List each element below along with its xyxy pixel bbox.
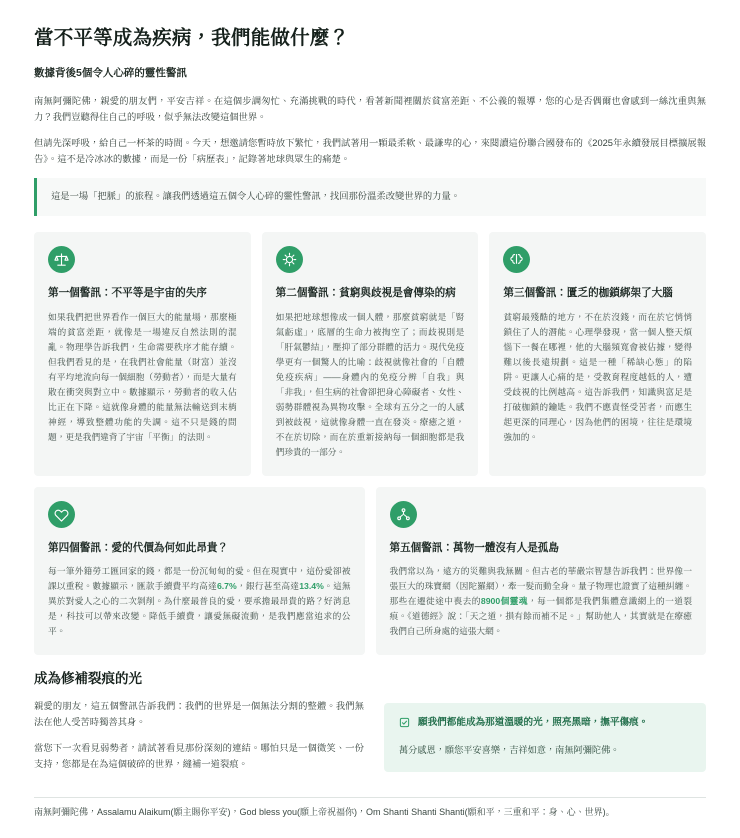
warning-card-1-title: 第一個警訊：不平等是宇宙的失序 — [48, 287, 207, 300]
warning-card-4-title: 第四個警訊：愛的代價為何如此昂貴？ — [48, 541, 229, 554]
footer-divider — [34, 797, 706, 798]
intro-paragraph-1: 南無阿彌陀佛，親愛的朋友們，平安吉祥。在這個步調匆忙、充滿挑戰的時代，看著新聞裡關於貧富差距、不公義的報導，您的心是否偶爾也會感到一絲沈重與無力？我們豈聽得住自己的呼吸，似乎無法改變這個世界。 — [34, 96, 706, 123]
footer-blessing: 南無阿彌陀佛，Assalamu Alaikum(願主賜你平安)，God bless you(願上帝祝福你)，Om Shanti Shanti Shanti(願和平，三重和平：身、心、世界)。 — [34, 806, 615, 817]
blessing-body: 萬分感恩，願您平安喜樂，吉祥如意，南無阿彌陀佛。 — [399, 745, 620, 756]
warning-card-3 — [489, 232, 706, 476]
intro-paragraph-2: 但請先深呼吸，給自己一杯茶的時間。今天，想邀請您暫時放下繁忙，我們試著用一顆最柔軟、最謙卑的心，來閱讀這份聯合國發布的《2025年永續發展目標擴展報告》。這不是冷冰冰的數據，而是一份「病歷表」，記錄著地球與眾生的痛楚。 — [34, 138, 706, 165]
highlight-value: 8900個靈魂 — [480, 596, 529, 607]
highlight-value: 13.4% — [299, 581, 324, 592]
warning-cards-row-top — [34, 232, 706, 476]
heart-icon — [48, 501, 75, 528]
check-square-icon — [399, 717, 410, 734]
warning-card-5 — [376, 487, 707, 656]
warning-card-5-text: 我們常以為，遠方的災難與我無關。但古老的華嚴宗智慧告訴我們：世界像一張巨大的珠寶網（因陀羅網），牽一髮而動全身。量子物理也證實了這種糾纏。那些在遷徙途中喪去的8900個靈魂，每一個都是我們集體意識網上的一道裂痕。《道德經》說：「天之道，損有餘而補不足。」幫助他人，其實就是在療癒我們自己所身處的這張大網。 — [389, 566, 693, 637]
virus-icon — [276, 246, 303, 273]
warning-card-2 — [262, 232, 479, 476]
closing-paragraph-2: 當您下一次看見弱勢者，請試著看見那份深刻的連結。哪怕只是一個微笑、一份支持，您都是在為這個破碎的世界，縫補一道裂痕。 — [34, 743, 364, 770]
closing-section — [34, 699, 706, 783]
warning-card-3-text: 貧窮最殘酷的地方，不在於沒錢，而在於它悄悄鎖住了人的潛能。心理學發現，當一個人整天煩惱下一餐在哪裡，他的大腦頻寬會被佔據，變得難以後長遠規劃。這是一種「稀缺心態」的陷阱。更讓人心痛的是，受教育程度越低的人，遭受歧視的比例越高。這告訴我們，知識與富足是打破枷鎖的鑰匙。我們不應責怪受苦者，而應生起更深的同理心，因為他們的困境，往往是環境強加的。 — [503, 311, 693, 442]
closing-text-column — [34, 699, 364, 783]
blessing-headline-row — [399, 716, 691, 734]
highlight-value: 6.7% — [216, 581, 237, 592]
journey-callout: 這是一場「把脈」的旅程。讓我們透過這五個令人心碎的靈性警訊，找回那份溫柔改變世界的力量。 — [34, 178, 706, 216]
blessing-headline: 願我們都能成為那道溫暖的光，照亮黑暗，撫平傷痕。 — [418, 717, 649, 729]
blessing-column — [384, 699, 706, 772]
warning-card-2-text: 如果把地球想像成一個人體，那麼貧窮就是「腎氣虧虛」，底層的生命力被掏空了；而歧視則是「肝氣鬱結」，壓抑了部分群體的活力。現代免疫學更有一個驚人的比喻：歧視就像社會的「自體免疫疾病」——身體內的免疫分辨「自我」與「非我」，但生病的社會卻把身心障礙者、女性、弱勢群體視為異物攻擊。全球有五分之一的人感到被歧視，這就像身體一直在發炎。療癒之道，不在於切除，而在於重新接納每一個細胞都是我們珍貴的一部分。 — [275, 311, 465, 457]
warning-cards-row-bottom — [34, 487, 706, 656]
warning-card-3-title: 第三個警訊：匱乏的枷鎖綁架了大腦 — [503, 287, 673, 300]
closing-paragraph-1: 親愛的朋友，這五個警訊告訴我們：我們的世界是一個無法分割的整體。我們無法在他人受苦時獨善其身。 — [34, 701, 364, 728]
warning-card-4 — [34, 487, 365, 656]
page-subtitle: 數據背後5個令人心碎的靈性警訊 — [34, 67, 187, 80]
page-title: 當不平等成為疾病，我們能做什麼？ — [34, 27, 350, 49]
closing-heading: 成為修補裂痕的光 — [34, 671, 142, 687]
warning-card-2-title: 第二個警訊：貧窮與歧視是會傳染的病 — [275, 287, 456, 300]
warning-card-4-text: 每一筆外籍勞工匯回家的錢，都是一份沉甸甸的愛。但在現實中，這份愛卻被課以重稅。數據顯示，匯款手續費平均高達6.7%，銀行甚至高達13.4%。這無異於對愛人之心的二次剝削。為什麼最普良的愛，要承擔最昂貴的路？好消息是，科技可以帶來改變。降低手續費，讓愛無礙流動，是我們應當追求的公平。 — [48, 566, 351, 637]
blessing-box — [384, 703, 706, 772]
warning-card-1 — [34, 232, 251, 476]
brain-icon — [503, 246, 530, 273]
warning-card-5-title: 第五個警訊：萬物一體沒有人是孤島 — [389, 541, 559, 554]
scales-icon — [48, 246, 75, 273]
warning-card-1-text: 如果我們把世界看作一個巨大的能量場，那麼極端的貧富差距，就像是一場違反自然法則的混亂。物理學告訴我們，生命需要秩序才能存續。但我們看見的是，在我們社會能量（財富）並沒有平均地流向每一個細胞（勞動者），而是大量有散在衝突與對立中。數據顯示，勞動者的收入佔比正在下降。這就像身體的能量無法輸送到末梢神經，導致整體功能的失調。這不只是錢的問題，更是我們違背了宇宙「平衡」的法則。 — [48, 311, 237, 442]
network-icon — [390, 501, 417, 528]
